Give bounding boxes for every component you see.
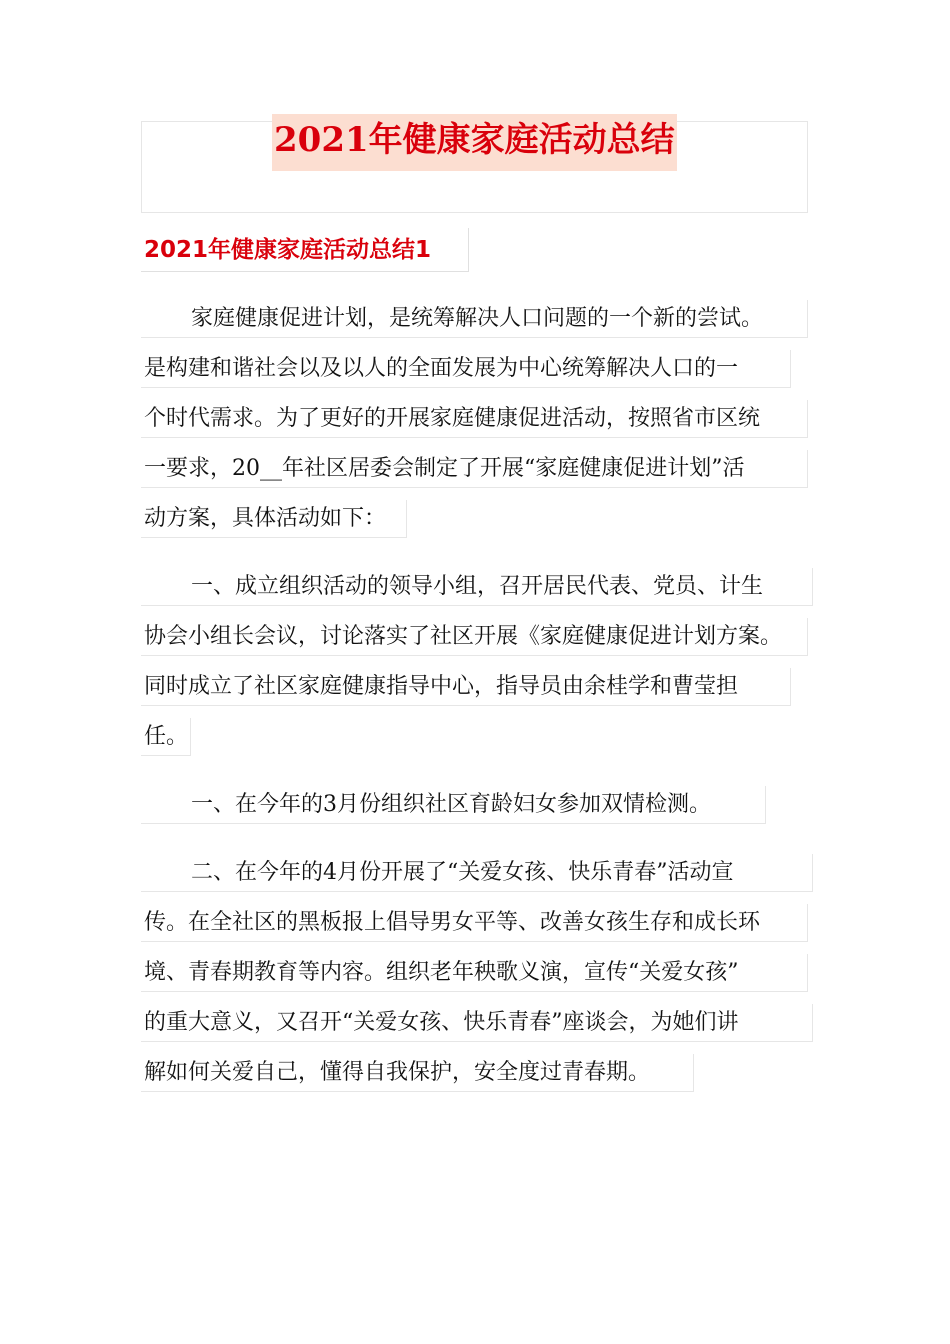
paragraph-1-line-3: 个时代需求。为了更好的开展家庭健康促进活动，按照省市区统 <box>141 400 808 438</box>
paragraph-2-line-4: 任。 <box>141 718 191 756</box>
paragraph-1-line-5: 动方案，具体活动如下： <box>141 500 407 538</box>
paragraph-2-line-2: 协会小组长会议，讨论落实了社区开展《家庭健康促进计划方案。 <box>141 618 808 656</box>
paragraph-2-line-1: 一、成立组织活动的领导小组，召开居民代表、党员、计生 <box>141 568 813 606</box>
document-title: 2021年健康家庭活动总结 <box>272 114 677 171</box>
section-heading: 2021年健康家庭活动总结1 <box>141 228 469 272</box>
paragraph-1-line-4: 一要求，20__年社区居委会制定了开展“家庭健康促进计划”活 <box>141 450 808 488</box>
paragraph-1-line-1: 家庭健康促进计划，是统筹解决人口问题的一个新的尝试。 <box>141 300 808 338</box>
paragraph-2-line-3: 同时成立了社区家庭健康指导中心，指导员由余桂学和曹莹担 <box>141 668 791 706</box>
paragraph-4-line-3: 境、青春期教育等内容。组织老年秧歌义演，宣传“关爱女孩” <box>141 954 808 992</box>
paragraph-4-line-1: 二、在今年的4月份开展了“关爱女孩、快乐青春”活动宣 <box>141 854 813 892</box>
paragraph-4-line-2: 传。在全社区的黑板报上倡导男女平等、改善女孩生存和成长环 <box>141 904 808 942</box>
paragraph-3-line-1: 一、在今年的3月份组织社区育龄妇女参加双情检测。 <box>141 786 766 824</box>
paragraph-4-line-4: 的重大意义，又召开“关爱女孩、快乐青春”座谈会，为她们讲 <box>141 1004 813 1042</box>
paragraph-1-line-2: 是构建和谐社会以及以人的全面发展为中心统筹解决人口的一 <box>141 350 791 388</box>
paragraph-4-line-5: 解如何关爱自己，懂得自我保护，安全度过青春期。 <box>141 1054 694 1092</box>
